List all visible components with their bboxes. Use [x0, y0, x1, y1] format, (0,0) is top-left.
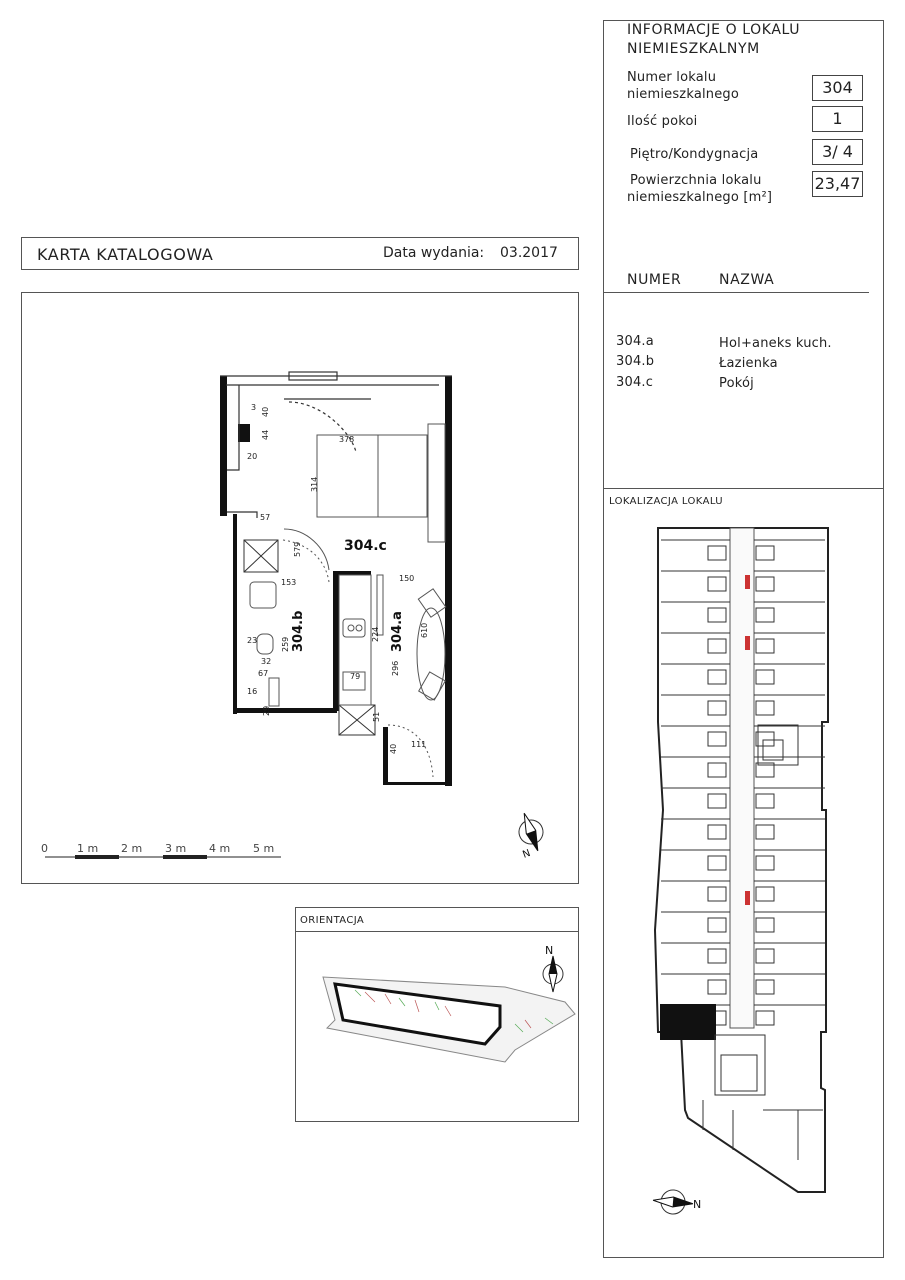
info-col-numer: NUMER	[627, 272, 682, 288]
orientacja-north-icon	[543, 956, 563, 992]
info-value-powierzchnia: 23,47	[812, 171, 863, 197]
orientacja-site-plan	[295, 932, 579, 1122]
info-label-powierzchnia-1: Powierzchnia lokalu	[630, 173, 762, 188]
dim-label: 57	[260, 513, 271, 522]
lokalizacja-map	[603, 510, 884, 1240]
room-label-a: 304.a	[390, 611, 405, 652]
dim-label: 51	[372, 711, 381, 722]
north-arrow-icon	[513, 809, 549, 855]
dim-label: 40	[389, 743, 398, 754]
dim-label: 67	[258, 669, 269, 678]
scale-label: 2 m	[121, 842, 143, 855]
dim-label: 111	[411, 740, 427, 749]
karta-title: KARTA KATALOGOWA	[37, 245, 214, 264]
karta-date-value: 03.2017	[500, 245, 558, 261]
dim-label: 296	[391, 660, 400, 676]
info-col-nazwa: NAZWA	[719, 272, 775, 288]
room-number-a: 304.a	[616, 334, 654, 349]
karta-date-label: Data wydania:	[383, 245, 485, 261]
info-value-numer: 304	[812, 75, 863, 101]
scale-label: 4 m	[209, 842, 231, 855]
info-title-line2: NIEMIESZKALNYM	[627, 41, 760, 57]
dim-label: 259	[281, 636, 290, 652]
dim-label: 20	[247, 452, 258, 461]
dim-label: 40	[261, 406, 270, 417]
dim-label: 224	[371, 626, 380, 642]
dim-label: 44	[261, 429, 270, 440]
dim-label: 3	[251, 403, 257, 412]
plan-north-label: N	[521, 847, 533, 861]
dim-label: 23	[247, 636, 258, 645]
scale-label: 0	[41, 842, 48, 855]
dim-label: 153	[281, 578, 297, 587]
info-label-powierzchnia-2: niemieszkalnego [m²]	[627, 190, 773, 205]
dim-label: 610	[420, 622, 429, 638]
scale-label: 1 m	[77, 842, 99, 855]
room-label-c: 304.c	[344, 538, 387, 554]
info-divider-bottom	[603, 488, 884, 489]
room-number-c: 304.c	[616, 375, 654, 390]
info-value-pokoi: 1	[812, 106, 863, 132]
room-name-b: Łazienka	[719, 356, 778, 371]
dim-label: 32	[261, 657, 272, 666]
lokalizacja-title: LOKALIZACJA LOKALU	[609, 496, 724, 507]
scale-label: 5 m	[253, 842, 275, 855]
room-name-a: Hol+aneks kuch.	[719, 336, 832, 351]
orientacja-north-label: N	[545, 944, 554, 957]
orientacja-title: ORIENTACJA	[300, 915, 365, 926]
dim-label: 29	[262, 705, 271, 716]
highlighted-unit	[660, 1004, 716, 1040]
room-name-c: Pokój	[719, 376, 754, 391]
dim-label: 378	[339, 435, 355, 444]
info-divider-top	[603, 292, 869, 293]
info-label-numer-2: niemieszkalnego	[627, 87, 740, 102]
dim-label: 16	[247, 687, 258, 696]
room-number-b: 304.b	[616, 354, 655, 369]
dim-label: 579	[293, 541, 302, 557]
scale-label: 3 m	[165, 842, 187, 855]
dim-label: 79	[350, 672, 361, 681]
room-label-b: 304.b	[291, 610, 306, 652]
floor-plan-drawing	[21, 292, 579, 884]
dim-label: 150	[399, 574, 415, 583]
info-label-pokoi: Ilość pokoi	[627, 114, 698, 129]
dim-label: 314	[310, 476, 319, 492]
scale-bar	[41, 842, 281, 859]
info-label-numer-1: Numer lokalu	[627, 70, 717, 85]
lokalizacja-north-label: N	[693, 1198, 702, 1211]
info-title-line1: INFORMACJE O LOKALU	[627, 22, 801, 38]
info-label-pietro: Piętro/Kondygnacja	[630, 147, 759, 162]
info-value-pietro: 3/ 4	[812, 139, 863, 165]
lokalizacja-north-icon	[652, 1188, 694, 1215]
